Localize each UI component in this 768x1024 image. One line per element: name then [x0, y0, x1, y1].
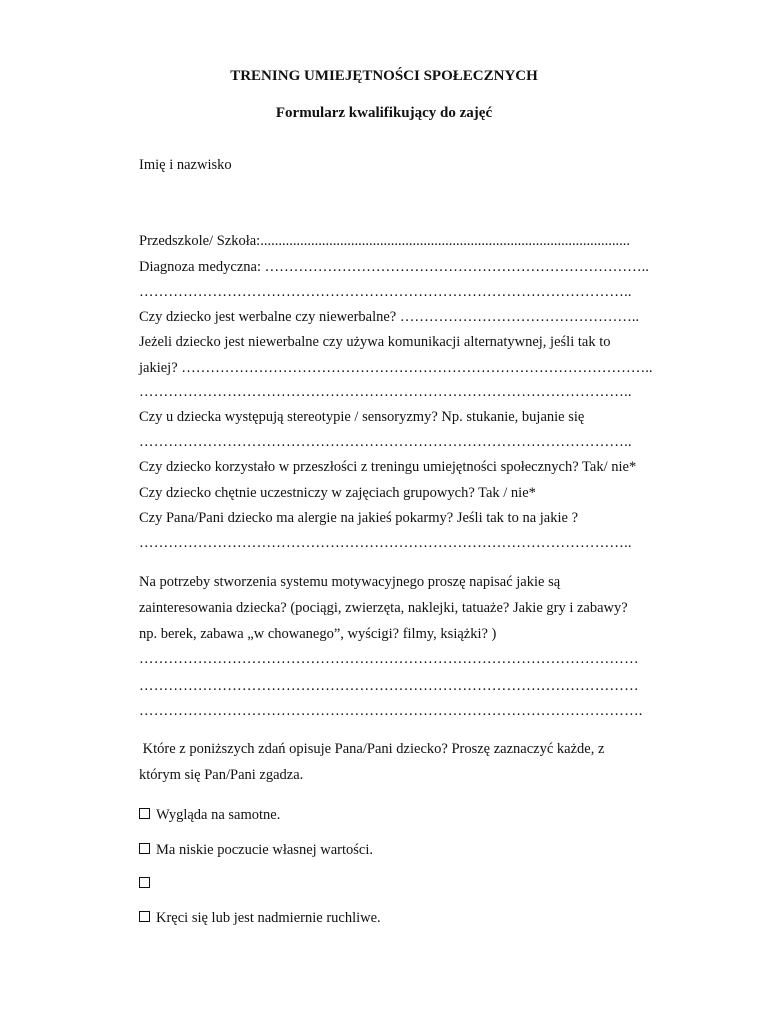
checkbox-label: Kręci się lub jest nadmiernie ruchliwe. [156, 910, 381, 926]
group-activity-question: Czy dziecko chętnie uczestniczy w zajęciach grupowych? Tak / nie* [139, 485, 536, 501]
diagnosis-field: Diagnoza medyczna: …………………………………………………………………….. [139, 259, 649, 275]
statements-intro-line2: którym się Pan/Pani zgadza. [139, 767, 304, 783]
page-subtitle: Formularz kwalifikujący do zajęć [275, 105, 493, 121]
checkbox-item[interactable] [139, 876, 156, 893]
stereotypes-question: Czy u dziecka występują stereotypie / sensoryzmy? Np. stukanie, bujanie się [139, 409, 585, 425]
statements-intro-line1: Które z poniższych zdań opisuje Pana/Pani dziecko? Proszę zaznaczyć każde, z [139, 741, 605, 757]
allergies-continuation: ……………………………………………………………………………………….. [139, 535, 632, 551]
verbal-question: Czy dziecko jest werbalne czy niewerbalne? ………………………………………….. [139, 309, 640, 325]
checkbox-label: Ma niskie poczucie własnej wartości. [156, 842, 374, 858]
checkbox-icon[interactable] [139, 877, 150, 888]
checkbox-item[interactable] [139, 807, 280, 824]
checkbox-icon[interactable] [139, 843, 150, 854]
interests-question-line3: np. berek, zabawa „w chowanego”, wyścigi? filmy, książki? ) [139, 626, 497, 642]
checkbox-icon[interactable] [139, 808, 150, 819]
interests-question-line2: zainteresowania dziecka? (pociągi, zwierzęta, naklejki, tatuaże? Jakie gry i zabawy? [139, 600, 628, 616]
interests-question-line1: Na potrzeby stworzenia systemu motywacyjnego proszę napisać jakie są [139, 574, 561, 590]
interests-dots-2: ………………………………………………………………………………………… [139, 678, 639, 694]
aac-continuation: ……………………………………………………………………………………….. [139, 384, 632, 400]
school-field: Przedszkole/ Szkoła:...................................................................................................... [139, 233, 630, 249]
training-before-question: Czy dziecko korzystało w przeszłości z treningu umiejętności społecznych? Tak/ nie* [139, 459, 637, 475]
aac-question-line1: Jeżeli dziecko jest niewerbalne czy używa komunikacji alternatywnej, jeśli tak to [139, 334, 611, 350]
aac-question-line2: jakiej? …………………………………………………………………………………….. [139, 360, 653, 376]
diagnosis-continuation: ……………………………………………………………………………………….. [139, 284, 632, 300]
interests-dots-1: ………………………………………………………………………………………… [139, 651, 639, 667]
checkbox-label: Wygląda na samotne. [156, 807, 281, 823]
interests-dots-3: …………………………………………………………………………………………. [139, 703, 643, 719]
allergies-question: Czy Pana/Pani dziecko ma alergie na jakieś pokarmy? Jeśli tak to na jakie ? [139, 510, 579, 526]
page-title: TRENING UMIEJĘTNOŚCI SPOŁECZNYCH [230, 68, 538, 84]
checkbox-icon[interactable] [139, 911, 150, 922]
checkbox-item[interactable] [139, 842, 373, 859]
name-label: Imię i nazwisko [139, 157, 232, 173]
stereotypes-continuation: ……………………………………………………………………………………….. [139, 434, 632, 450]
checkbox-item[interactable] [139, 910, 381, 927]
